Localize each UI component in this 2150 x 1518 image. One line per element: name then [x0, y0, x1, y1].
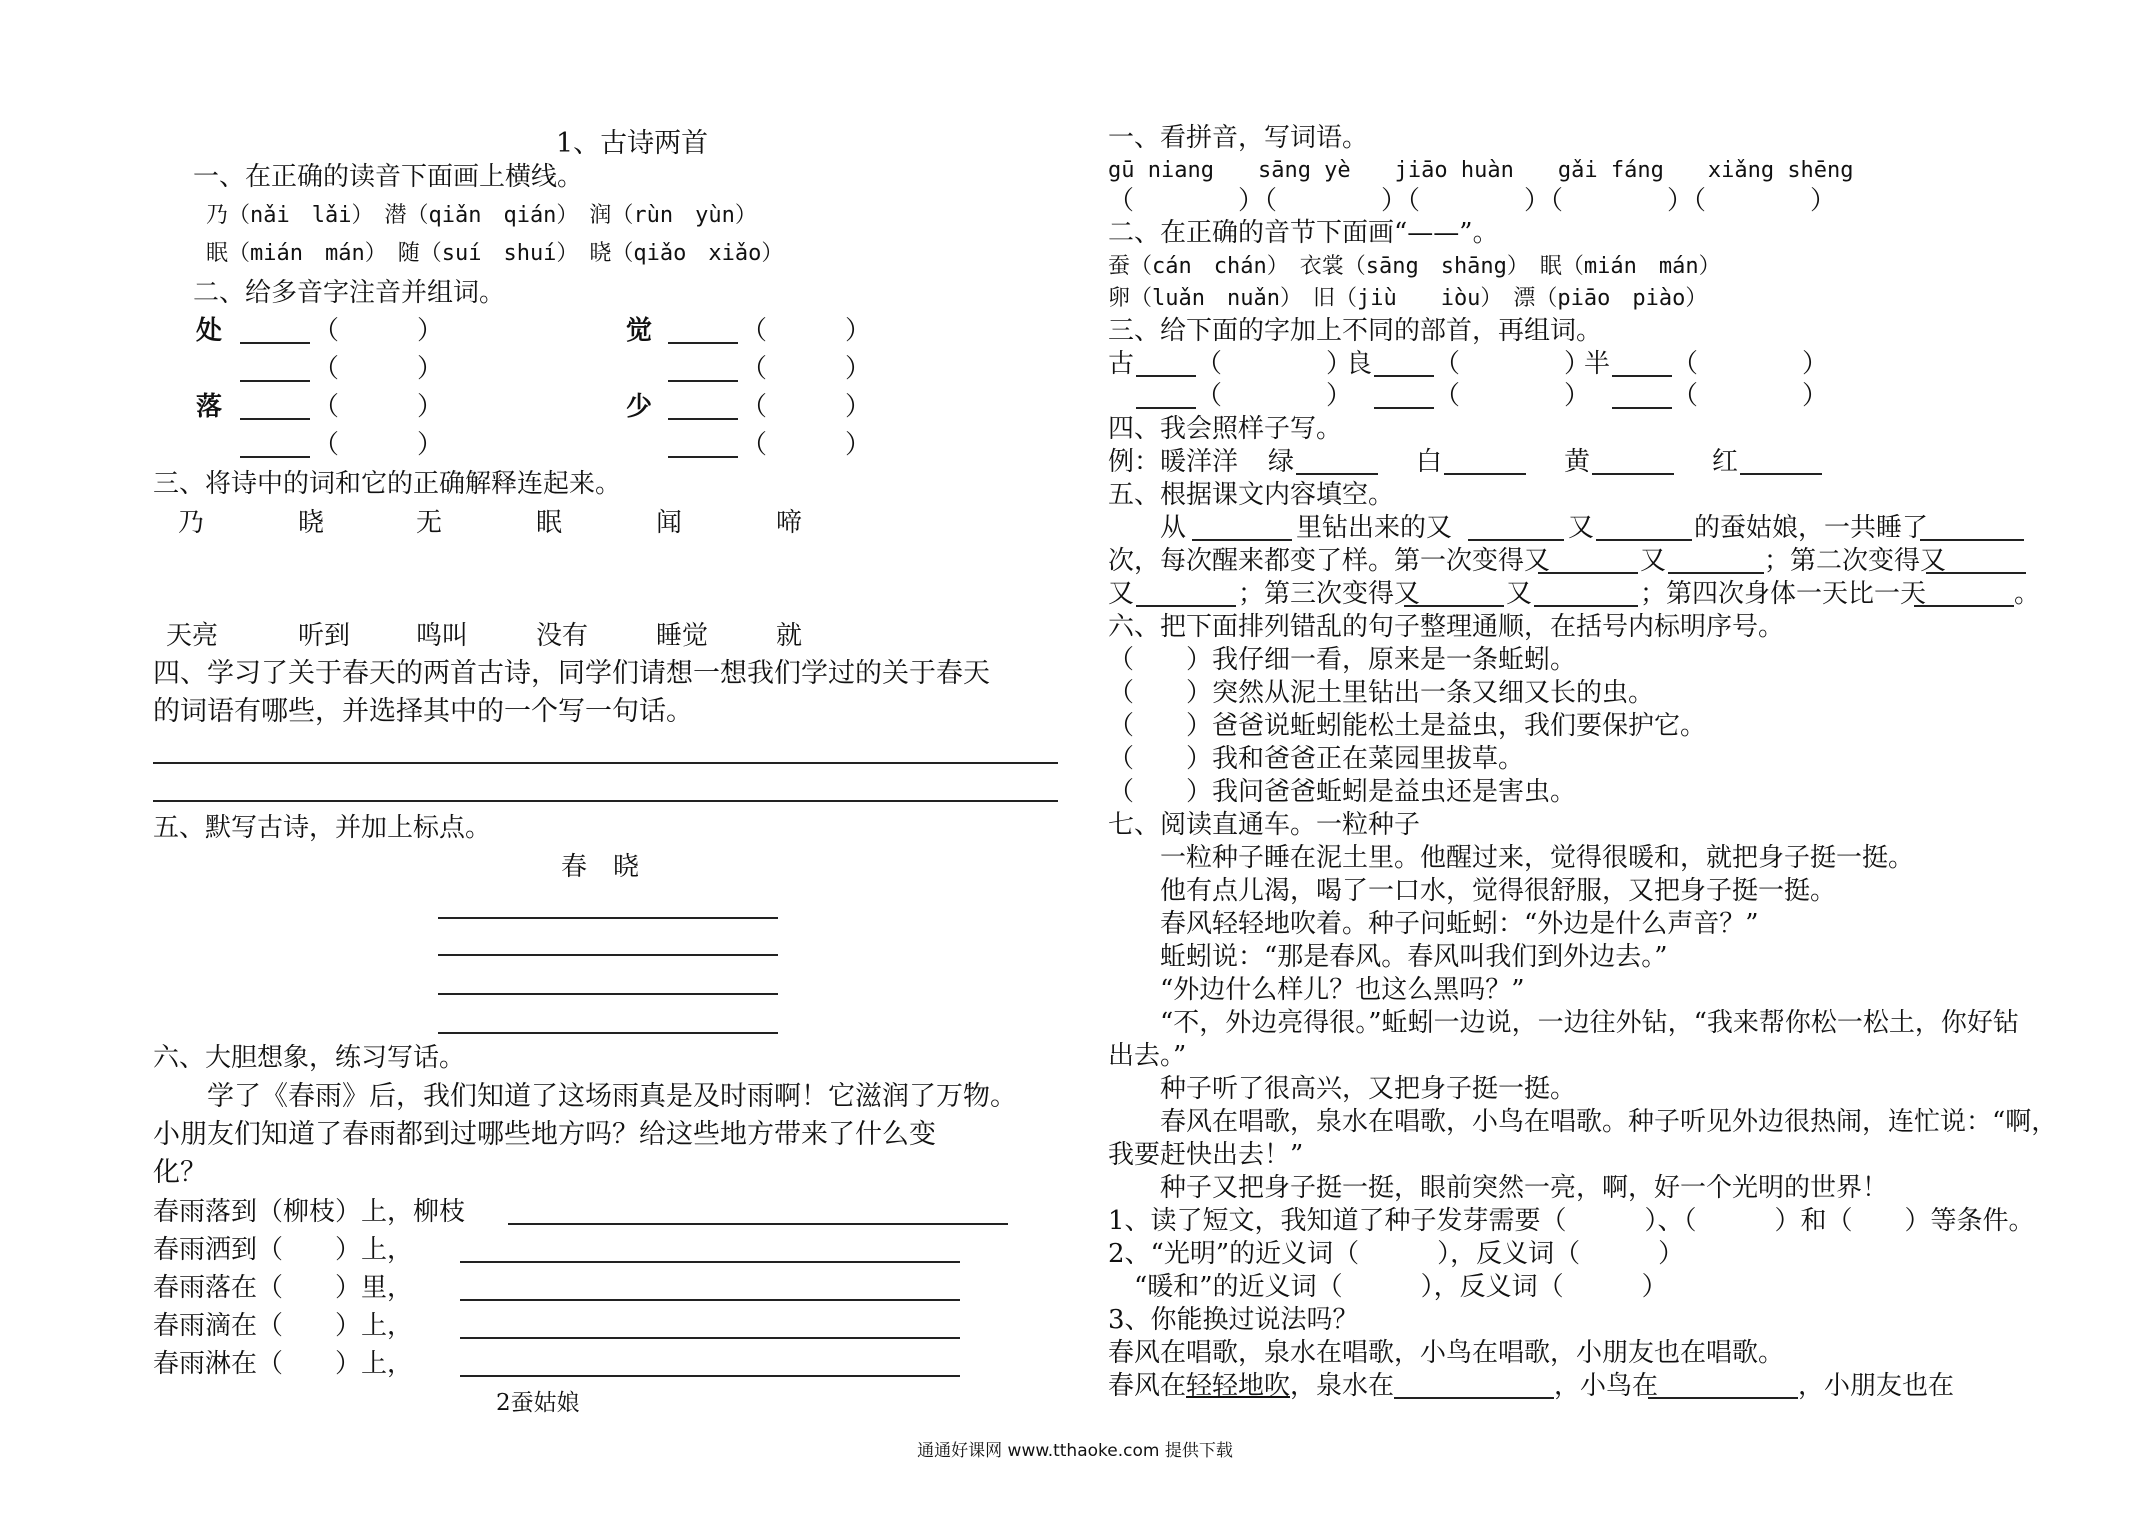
- reading-line: “不，外边亮得很。”蚯蚓一边说，一边往外钻，“我来帮你松一松土，你好钻: [1108, 1008, 2019, 1038]
- r-section-5-heading: 五、根据课文内容填空。: [1108, 480, 1395, 510]
- reading-line: 我要赶快出去！”: [1108, 1140, 1304, 1170]
- reading-line: 种子又把身子挺一挺，眼前突然一亮，啊，好一个光明的世界！: [1108, 1173, 1889, 1203]
- lesson-title: 1、古诗两首: [556, 128, 709, 159]
- writing-line[interactable]: [508, 1223, 1008, 1225]
- paren-blank[interactable]: （ ）: [1434, 349, 1591, 379]
- rewrite-text: ，泉水在: [1290, 1371, 1395, 1401]
- reading-line: 他有点儿渴，喝了一口水，觉得很舒服，又把身子挺一挺。: [1108, 876, 1837, 906]
- blank-line[interactable]: [1374, 407, 1434, 409]
- blank-line[interactable]: [1538, 572, 1638, 574]
- paren-blank[interactable]: （ ）: [313, 392, 444, 422]
- writing-line[interactable]: [153, 800, 1058, 802]
- blank-line[interactable]: [1394, 1397, 1554, 1399]
- blank-line[interactable]: [1404, 605, 1504, 607]
- rain-item: 春雨落到（柳枝）上，柳枝: [153, 1197, 466, 1227]
- fill-text: ；第三次变得又: [1238, 579, 1421, 609]
- rewrite-text: ，小鸟在: [1554, 1371, 1659, 1401]
- poem-word: 晓: [298, 508, 325, 538]
- poem-word: 闻: [656, 508, 683, 538]
- paren-blank[interactable]: （ ）: [741, 392, 872, 422]
- order-sentence[interactable]: （ ）我问爸爸蚯蚓是益虫还是害虫。: [1108, 777, 1577, 807]
- section-6-paragraph: 化？: [153, 1157, 207, 1188]
- blank-line[interactable]: [240, 342, 310, 344]
- blank-line[interactable]: [1648, 1397, 1798, 1399]
- reading-line: 种子听了很高兴，又把身子挺一挺。: [1108, 1074, 1577, 1104]
- reading-line: 出去。”: [1108, 1041, 1187, 1071]
- order-sentence[interactable]: （ ）我和爸爸正在菜园里拔草。: [1108, 744, 1525, 774]
- r-section-2-heading: 二、在正确的音节下面画“——”。: [1108, 218, 1499, 248]
- radical-char: 良: [1346, 349, 1373, 379]
- section-3-heading: 三、将诗中的词和它的正确解释连起来。: [153, 469, 622, 499]
- blank-line[interactable]: [1920, 539, 2024, 541]
- fill-text: 又: [1506, 579, 1533, 609]
- paren-blank[interactable]: （ ）: [313, 430, 444, 460]
- polyphone-char: 落: [196, 392, 223, 422]
- fill-text: 。: [2014, 579, 2041, 609]
- meaning-word: 鸣叫: [416, 621, 469, 651]
- syllable-row-2: 卵（luǎn nuǎn） 旧（jiù iòu） 漂（piāo piào）: [1108, 286, 1708, 311]
- paren-blank[interactable]: （ ）: [741, 316, 872, 346]
- rain-item: 春雨落在（ ）里，: [153, 1273, 414, 1303]
- meaning-word: 天亮: [166, 621, 219, 651]
- order-sentence[interactable]: （ ）爸爸说蚯蚓能松土是益虫，我们要保护它。: [1108, 711, 1707, 741]
- blank-line[interactable]: [1926, 572, 2026, 574]
- blank-line[interactable]: [1612, 407, 1672, 409]
- rain-item: 春雨滴在（ ）上，: [153, 1311, 414, 1341]
- pinyin-words: gū niang sāng yè jiāo huàn gǎi fáng xiǎng shēng: [1108, 158, 1854, 183]
- question-2[interactable]: 2、“光明”的近义词（ ），反义词（ ）: [1108, 1239, 1685, 1269]
- section-4-heading-cont: 的词语有哪些，并选择其中的一个写一句话。: [153, 696, 693, 727]
- fill-text: 从: [1108, 513, 1187, 543]
- r-section-6-heading: 六、把下面排列错乱的句子整理通顺，在括号内标明序号。: [1108, 612, 1785, 642]
- blank-line[interactable]: [240, 456, 310, 458]
- rewrite-underlined: 轻轻地吹: [1186, 1371, 1291, 1401]
- writing-line[interactable]: [460, 1299, 960, 1301]
- section-5-heading: 五、默写古诗，并加上标点。: [153, 813, 492, 843]
- paren-blank[interactable]: （ ）: [741, 354, 872, 384]
- rain-item: 春雨淋在（ ）上，: [153, 1349, 414, 1379]
- blank-line[interactable]: [1136, 407, 1196, 409]
- color-char: 黄: [1564, 447, 1591, 477]
- footer-credit: 通通好课网 www.tthaoke.com 提供下载: [917, 1441, 1233, 1461]
- blank-line[interactable]: [1592, 473, 1674, 475]
- fill-text: 里钻出来的又: [1296, 513, 1453, 543]
- poem-word: 眠: [536, 508, 563, 538]
- blank-line[interactable]: [1468, 539, 1564, 541]
- fill-text: 又: [1640, 546, 1667, 576]
- polyphone-char: 处: [196, 316, 223, 346]
- rain-item: 春雨洒到（ ）上，: [153, 1235, 414, 1265]
- writing-line[interactable]: [460, 1337, 960, 1339]
- paren-blank[interactable]: （ ）: [1196, 349, 1353, 379]
- poem-title: 春 晓: [561, 852, 640, 882]
- color-char: 绿: [1268, 447, 1295, 477]
- r-section-4-heading: 四、我会照样子写。: [1108, 414, 1343, 444]
- reading-line: 春风在唱歌，泉水在唱歌，小鸟在唱歌。种子听见外边很热闹，连忙说：“啊，: [1108, 1107, 2058, 1137]
- meaning-word: 听到: [298, 621, 351, 651]
- polyphone-char: 少: [626, 392, 653, 422]
- blank-line[interactable]: [668, 456, 738, 458]
- blank-line[interactable]: [668, 342, 738, 344]
- blank-line[interactable]: [668, 418, 738, 420]
- meaning-word: 睡觉: [656, 621, 709, 651]
- paren-blank[interactable]: （ ）: [1196, 381, 1353, 411]
- color-char: 白: [1416, 447, 1443, 477]
- reading-line: 蚯蚓说：“那是春风。春风叫我们到外边去。”: [1108, 942, 1668, 972]
- question-3: 3、你能换过说法吗？: [1108, 1305, 1359, 1335]
- section-6-heading: 六、大胆想象，练习写话。: [153, 1043, 466, 1073]
- r-section-7-heading: 七、阅读直通车。一粒种子: [1108, 810, 1421, 840]
- blank-line[interactable]: [240, 380, 310, 382]
- example-word: 例：暖洋洋: [1108, 447, 1239, 477]
- meaning-word: 没有: [536, 621, 589, 651]
- blank-line[interactable]: [1374, 375, 1434, 377]
- blank-line[interactable]: [1914, 605, 2014, 607]
- fill-text: 又: [1108, 579, 1135, 609]
- blank-line[interactable]: [1192, 539, 1292, 541]
- poem-line[interactable]: [438, 993, 778, 995]
- blank-line[interactable]: [1740, 473, 1822, 475]
- order-sentence[interactable]: （ ）突然从泥土里钻出一条又细又长的虫。: [1108, 678, 1655, 708]
- poem-word: 乃: [178, 508, 205, 538]
- blank-line[interactable]: [1668, 572, 1764, 574]
- paren-blank[interactable]: （ ）: [741, 430, 872, 460]
- color-char: 红: [1712, 447, 1739, 477]
- blank-line[interactable]: [1444, 473, 1526, 475]
- next-lesson-title: 2蚕姑娘: [496, 1390, 580, 1416]
- paren-blank[interactable]: （ ）: [1672, 381, 1829, 411]
- section-6-paragraph: 小朋友们知道了春雨都到过哪些地方吗？给这些地方带来了什么变: [153, 1119, 936, 1150]
- fill-text: ；第二次变得又: [1764, 546, 1947, 576]
- question-1[interactable]: 1、读了短文，我知道了种子发芽需要（ ）、（ ）和（ ）等条件。: [1108, 1206, 2035, 1236]
- writing-line[interactable]: [460, 1261, 960, 1263]
- syllable-row-1: 蚕（cán chán） 衣裳（sāng shāng） 眠（mián mán）: [1108, 254, 1721, 279]
- fill-text: ；第四次身体一天比一天: [1640, 579, 1927, 609]
- paren-blank[interactable]: （ ）: [1672, 349, 1829, 379]
- radical-char: 古: [1108, 349, 1135, 379]
- poem-word: 无: [416, 508, 443, 538]
- reading-line: 一粒种子睡在泥土里。他醒过来，觉得很暖和，就把身子挺一挺。: [1108, 843, 1915, 873]
- rewrite-text: ，小朋友也在: [1798, 1371, 1955, 1401]
- meaning-word: 就: [776, 621, 803, 651]
- rewrite-text: 春风在: [1108, 1371, 1187, 1401]
- section-2-heading: 二、给多音字注音并组词。: [193, 278, 506, 308]
- paren-blank[interactable]: （ ）: [313, 316, 444, 346]
- reading-line: “外边什么样儿？也这么黑吗？”: [1108, 975, 1525, 1005]
- question-3-example: 春风在唱歌，泉水在唱歌，小鸟在唱歌，小朋友也在唱歌。: [1108, 1338, 1785, 1368]
- section-1-heading: 一、在正确的读音下面画上横线。: [193, 162, 584, 192]
- writing-line[interactable]: [153, 762, 1058, 764]
- blank-line[interactable]: [1296, 473, 1378, 475]
- radical-char: 半: [1584, 349, 1611, 379]
- blank-line[interactable]: [1596, 539, 1692, 541]
- fill-text: 次，每次醒来都变了样。第一次变得又: [1108, 546, 1551, 576]
- poem-line[interactable]: [438, 954, 778, 956]
- r-section-1-heading: 一、看拼音，写词语。: [1108, 123, 1369, 153]
- pinyin-row-1: 乃（nǎi lǎi） 潜（qiǎn qián） 润（rùn yùn）: [206, 203, 757, 228]
- paren-blank[interactable]: （ ）: [313, 354, 444, 384]
- poem-word: 啼: [776, 508, 803, 538]
- polyphone-char: 觉: [626, 316, 653, 346]
- pinyin-row-2: 眠（mián mán） 随（suí shuí） 晓（qiǎo xiǎo）: [206, 241, 784, 266]
- blank-line[interactable]: [1612, 375, 1672, 377]
- paren-blanks[interactable]: （ ）（ ）（ ）（ ）（ ）: [1108, 186, 1837, 216]
- blank-line[interactable]: [668, 380, 738, 382]
- blank-line[interactable]: [1534, 605, 1638, 607]
- section-4-heading: 四、学习了关于春天的两首古诗，同学们请想一想我们学过的关于春天: [153, 658, 990, 689]
- blank-line[interactable]: [1136, 605, 1236, 607]
- fill-text: 又: [1568, 513, 1595, 543]
- question-2-cont[interactable]: “暖和”的近义词（ ），反义词（ ）: [1108, 1272, 1668, 1302]
- poem-line[interactable]: [438, 917, 778, 919]
- blank-line[interactable]: [1136, 375, 1196, 377]
- paren-blank[interactable]: （ ）: [1434, 381, 1591, 411]
- writing-line[interactable]: [460, 1375, 960, 1377]
- order-sentence[interactable]: （ ）我仔细一看，原来是一条蚯蚓。: [1108, 645, 1577, 675]
- section-6-paragraph: 学了《春雨》后，我们知道了这场雨真是及时雨啊！它滋润了万物。: [153, 1081, 1017, 1112]
- reading-line: 春风轻轻地吹着。种子问蚯蚓：“外边是什么声音？”: [1108, 909, 1759, 939]
- poem-line[interactable]: [438, 1032, 778, 1034]
- blank-line[interactable]: [240, 418, 310, 420]
- r-section-3-heading: 三、给下面的字加上不同的部首，再组词。: [1108, 316, 1603, 346]
- fill-text: 的蚕姑娘，一共睡了: [1694, 513, 1929, 543]
